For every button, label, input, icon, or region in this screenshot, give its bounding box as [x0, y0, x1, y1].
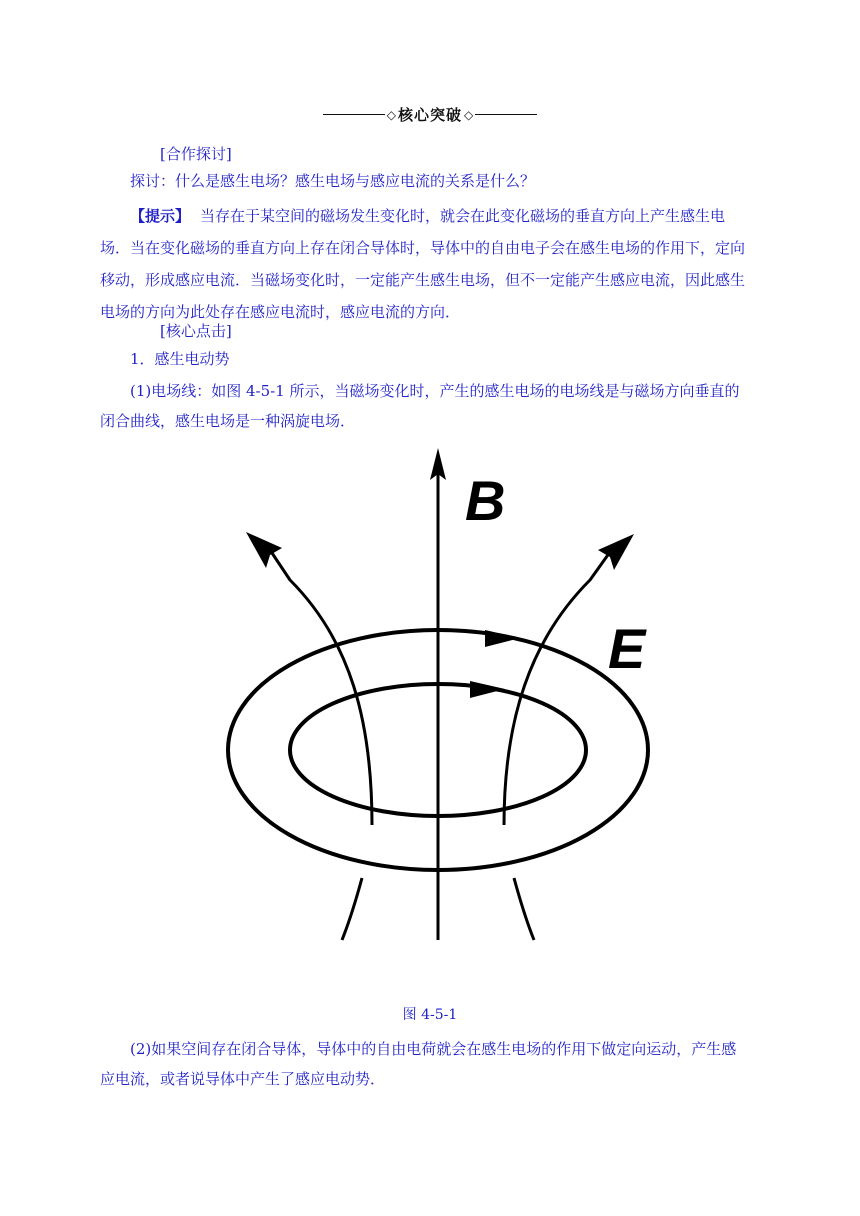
point-1: (1)电场线：如图 4-5-1 所示，当磁场变化时，产生的感生电场的电场线是与磁场方向垂直的闭合曲线，感生电场是一种涡旋电场． — [100, 382, 740, 430]
header-rule-right — [475, 114, 537, 115]
core-label: [核心点击] — [160, 322, 232, 340]
hint-text: 当存在于某空间的磁场发生变化时，就会在此变化磁场的垂直方向上产生感生电场．当在变化磁场的垂直方向上存在闭合导体时，导体中的自由电子会在感生电场的作用下，定向移动，形成感应电流．当磁场变化时，一定能产生感生电场，但不一定能产生感应电流，因此感生电场的方向为此处存在感应电流时，感应电流的方向． — [100, 207, 746, 321]
right-field-line-bottom — [514, 878, 534, 940]
discussion-label: [合作探讨] — [160, 145, 232, 163]
right-field-line — [504, 552, 610, 825]
outer-loop-arrow — [485, 630, 520, 647]
diamond-icon: ◇ — [386, 107, 396, 122]
left-field-line — [270, 550, 372, 825]
induced-field-figure — [220, 440, 680, 960]
figure-caption: 图 4-5-1 — [402, 1007, 458, 1023]
label-e: E — [608, 617, 646, 680]
item-heading: 1．感生电动势 — [130, 350, 230, 368]
right-field-arrowhead — [598, 534, 634, 570]
inner-loop-arrow — [470, 681, 505, 698]
hint-paragraph — [100, 200, 750, 328]
left-field-line-bottom — [342, 878, 362, 940]
section-title: 核心突破 — [397, 106, 462, 124]
section-header — [0, 104, 860, 125]
discussion-question: 探讨：什么是感生电场？感生电场与感应电流的关系是什么？ — [130, 172, 536, 190]
hint-label: 【提示】 — [130, 207, 191, 225]
header-rule-left — [323, 114, 385, 115]
diamond-icon: ◇ — [464, 107, 474, 122]
point-2: (2)如果空间存在闭合导体，导体中的自由电荷就会在感生电场的作用下做定向运动，产生感应电流，或者说导体中产生了感应电动势． — [100, 1040, 737, 1088]
label-b: B — [465, 469, 506, 532]
